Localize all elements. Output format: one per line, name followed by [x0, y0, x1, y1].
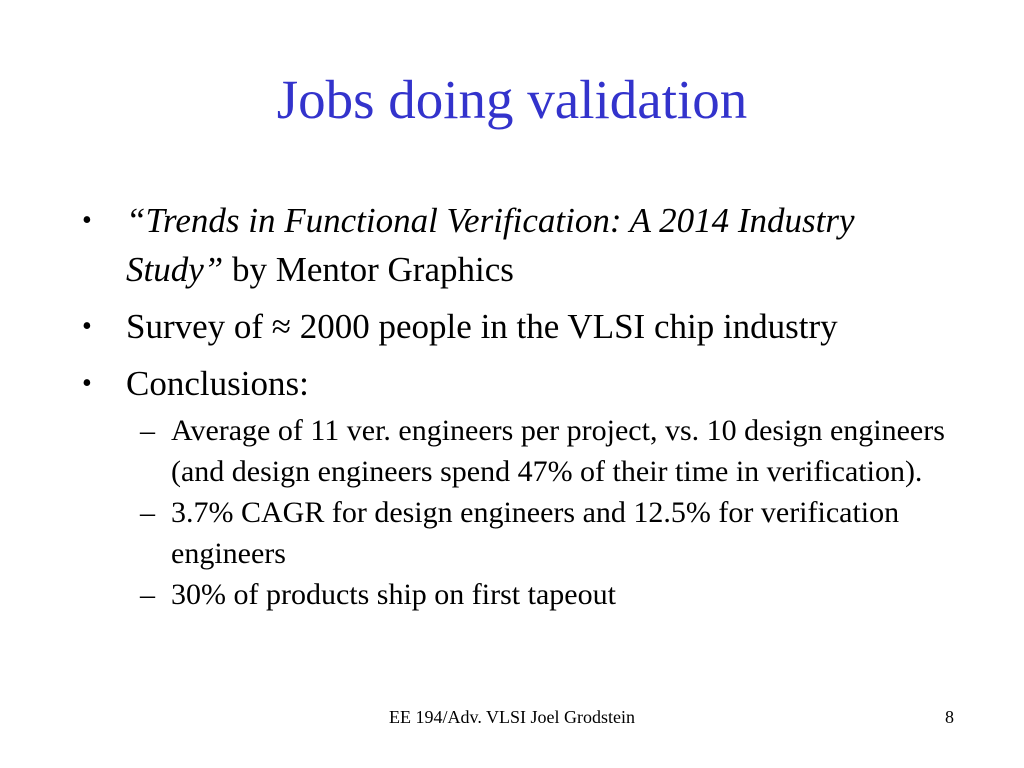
dash-marker: – — [140, 496, 155, 529]
study-title: “Trends in Functional Verification: A 2014 Industry Study” — [126, 201, 855, 289]
bullet-list — [80, 196, 960, 615]
bullet-marker: • — [82, 368, 92, 399]
dash-marker: – — [140, 414, 155, 447]
bullet-item-study — [80, 196, 960, 294]
slide-title: Jobs doing validation — [276, 69, 748, 130]
page-number: 8 — [945, 707, 954, 727]
sub-bullet-engineers — [126, 410, 960, 492]
sub-bullet-text: Average of 11 ver. engineers per project, vs. 10 design engineers (and design engineers spend 47% of their time in verification). — [171, 414, 945, 488]
bullet-marker: • — [82, 205, 92, 236]
conclusions-sublist — [80, 410, 960, 615]
bullet-marker: • — [82, 311, 92, 342]
sub-bullet-tapeout — [126, 574, 960, 615]
study-author: by Mentor Graphics — [223, 250, 514, 289]
sub-bullet-text: 3.7% CAGR for design engineers and 12.5% for verification engineers — [171, 496, 900, 570]
bullet-item-conclusions — [80, 359, 960, 408]
sub-bullet-cagr — [126, 492, 960, 574]
dash-marker: – — [140, 578, 155, 611]
bullet-item-survey — [80, 302, 960, 351]
sub-bullet-text: 30% of products ship on first tapeout — [171, 578, 616, 611]
survey-text: Survey of ≈ 2000 people in the VLSI chip industry — [126, 307, 838, 346]
conclusions-label: Conclusions: — [126, 364, 309, 403]
slide-footer: EE 194/Adv. VLSI Joel Grodstein — [389, 707, 635, 727]
